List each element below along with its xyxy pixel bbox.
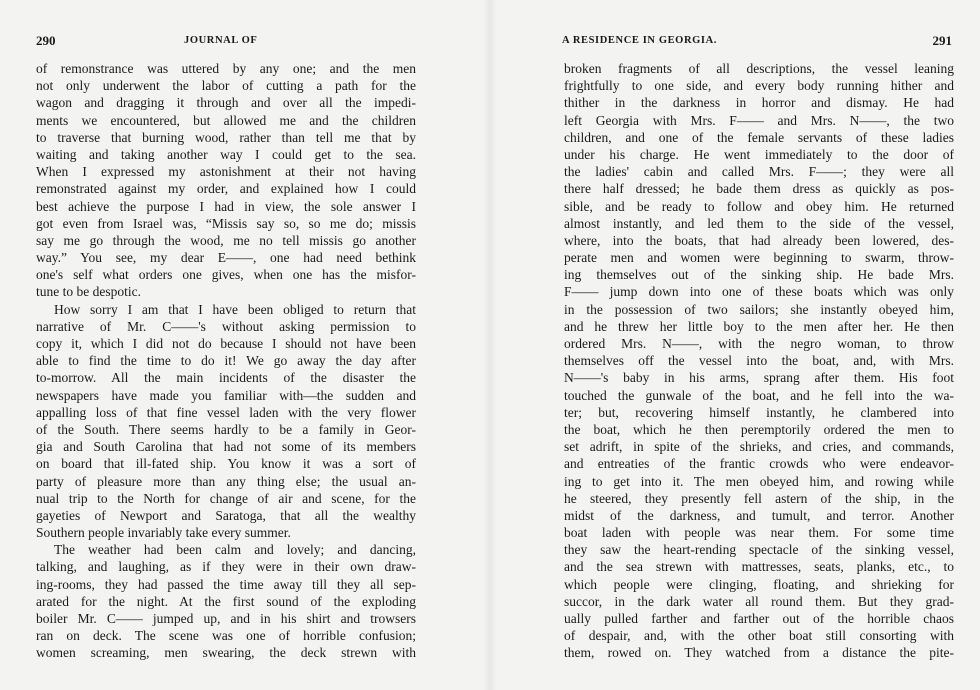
text-line: thither in the darkness in horror and dismay. He had [564,95,954,111]
text-line: newspapers have made you familiar with—the sudden and [36,387,416,403]
text-line: and entreaties of the frantic crowds who were endeavor- [564,456,954,472]
text-line: ing-rooms, they had passed the time away till they all sep- [36,576,416,592]
text-line: gia and South Carolina that had not some of its members [36,439,416,455]
text-line: not only underwent the labor of cutting a path for the [36,78,416,94]
text-line: ter; but, recovering himself instantly, he clambered into [564,404,954,420]
text-line: talking, and laughing, as if they were in their own draw- [36,559,416,575]
text-line: boat laden with people was near them. For some time [564,525,954,541]
text-line: of the South. There seems hardly to be a family in Geor- [36,421,416,437]
text-line: to traverse that burning wood, rather than tell me that by [36,129,416,145]
text-line: touched the gunwale of the boat, and he fell into the wa- [564,387,954,403]
text-line: ing themselves out of the sinking ship. He bade Mrs. [564,267,954,283]
text-line: children, and one of the female servants of these ladies [564,129,954,145]
text-line: When I expressed my astonishment at their not having [36,164,416,180]
right-page-header [562,32,952,50]
text-line: remonstrated against my order, and explained how I could [36,181,416,197]
text-line: gayeties of Newport and Saratoga, that all the wealthy [36,507,416,523]
text-line: best achieve the purpose I had in view, the sole answer I [36,198,416,214]
text-line: they saw the heart-rending spectacle of the sinking vessel, [564,542,954,558]
text-line: and he threw her little boy to the men after her. He then [564,318,954,334]
text-line: ran on deck. The scene was one of horrible confusion; [36,628,416,644]
text-line: party of pleasure more than any thing else; the usual an- [36,473,416,489]
text-line: ing to get into it. The men obeyed him, and rowing while [564,473,954,489]
text-line: ments we encountered, but allowed me and the children [36,112,416,128]
text-line: there half dressed; he bade them dress as quickly as pos- [564,181,954,197]
text-line: set adrift, in spite of the shrieks, and cries, and commands, [564,439,954,455]
right-page-body [564,60,954,662]
text-line: say me go through the wood, me no tell missis go another [36,232,416,248]
text-line: frightfully to one side, and every body running hither and [564,78,954,94]
text-line: one's self what orders one gives, when one has the misfor- [36,267,416,283]
left-page-header [36,32,416,50]
text-line: where, into the boats, that had already been lowered, des- [564,232,954,248]
text-line: copy it, which I did not do because I should not have been [36,336,416,351]
text-line: narrative of Mr. C——'s without asking permission to [36,318,416,334]
text-line: F—— jump down into one of these boats which was only [564,284,954,300]
text-line: got even from Israel was, “Missis say so, so me do; missis [36,215,416,231]
text-line: them, rowed on. They watched from a distance the pite- [564,645,954,661]
text-line: nual trip to the North for change of air and scene, for the [36,490,416,506]
text-line: N——'s baby in his arms, sprang after them. His foot [564,370,954,386]
text-line: able to find the time to do it! We go away the day after [36,353,416,369]
left-page-body [36,60,416,662]
text-line: the ladies' cabin and called Mrs. F——; they were all [564,164,954,180]
text-line: tune to be despotic. [36,284,141,300]
text-line: almost instantly, and led them to the side of the vessel, [564,215,954,231]
text-line: sible, and be ready to follow and obey him. He returned [564,198,954,214]
text-line: waiting and taking another way I could get to the sea. [36,146,416,162]
text-line: the boat, which he then peremptorily ordered the men to [564,421,954,437]
text-line: he steered, they presently fell astern of the ship, in the [564,490,954,506]
text-line: on board that ill-fated ship. You know it was a sort of [36,456,416,472]
text-line: succor, in the dark water all round them. But they grad- [564,593,954,609]
text-line: of remonstrance was uttered by any one; and the men [36,61,416,76]
text-line: ually pulled farther and farther out of the horrible chaos [564,611,954,626]
text-line: in the possession of two sailors; she instantly obeyed him, [564,301,954,317]
right-page-number: 291 [932,33,952,48]
text-line: boiler Mr. C—— jumped up, and in his shirt and trowsers [36,611,416,626]
left-page-number: 290 [36,33,56,48]
text-line: and the sea strewn with mattresses, seats, planks, etc., to [564,559,954,575]
text-line: broken fragments of all descriptions, the vessel leaning [564,61,954,76]
text-line: way.” You see, my dear E——, one had need bethink [36,250,416,266]
text-line: to-morrow. All the main incidents of the disaster the [36,370,416,386]
text-line: perate men and women were beginning to swarm, throw- [564,250,954,266]
text-line: arated for the night. At the first sound of the exploding [36,593,416,609]
text-line: How sorry I am that I have been obliged to return that [54,301,416,317]
right-page [490,0,980,690]
text-line: women screaming, men swearing, the deck strewn with [36,645,416,661]
right-running-head: A RESIDENCE IN GEORGIA. [562,35,717,46]
text-line: appalling loss of that fine vessel laden with the very flower [36,404,416,420]
text-line: The weather had been calm and lovely; and dancing, [54,542,416,558]
text-line: ordered Mrs. N——, with the negro woman, to throw [564,336,954,351]
text-line: Southern people invariably take every summer. [36,525,291,541]
left-running-head: JOURNAL OF [184,35,258,46]
text-line: of despair, and, with the other boat still consorting with [564,628,954,644]
text-line: left Georgia with Mrs. F—— and Mrs. N——, the two [564,112,954,128]
text-line: which people were clinging, floating, and shrieking for [564,576,954,592]
text-line: wagon and dragging it through and over all the impedi- [36,95,416,111]
text-line: under his charge. He went immediately to the door of [564,146,954,162]
text-line: themselves off the vessel into the boat, and, with Mrs. [564,353,954,369]
text-line: midst of the darkness, and tumult, and terror. Another [564,507,954,523]
